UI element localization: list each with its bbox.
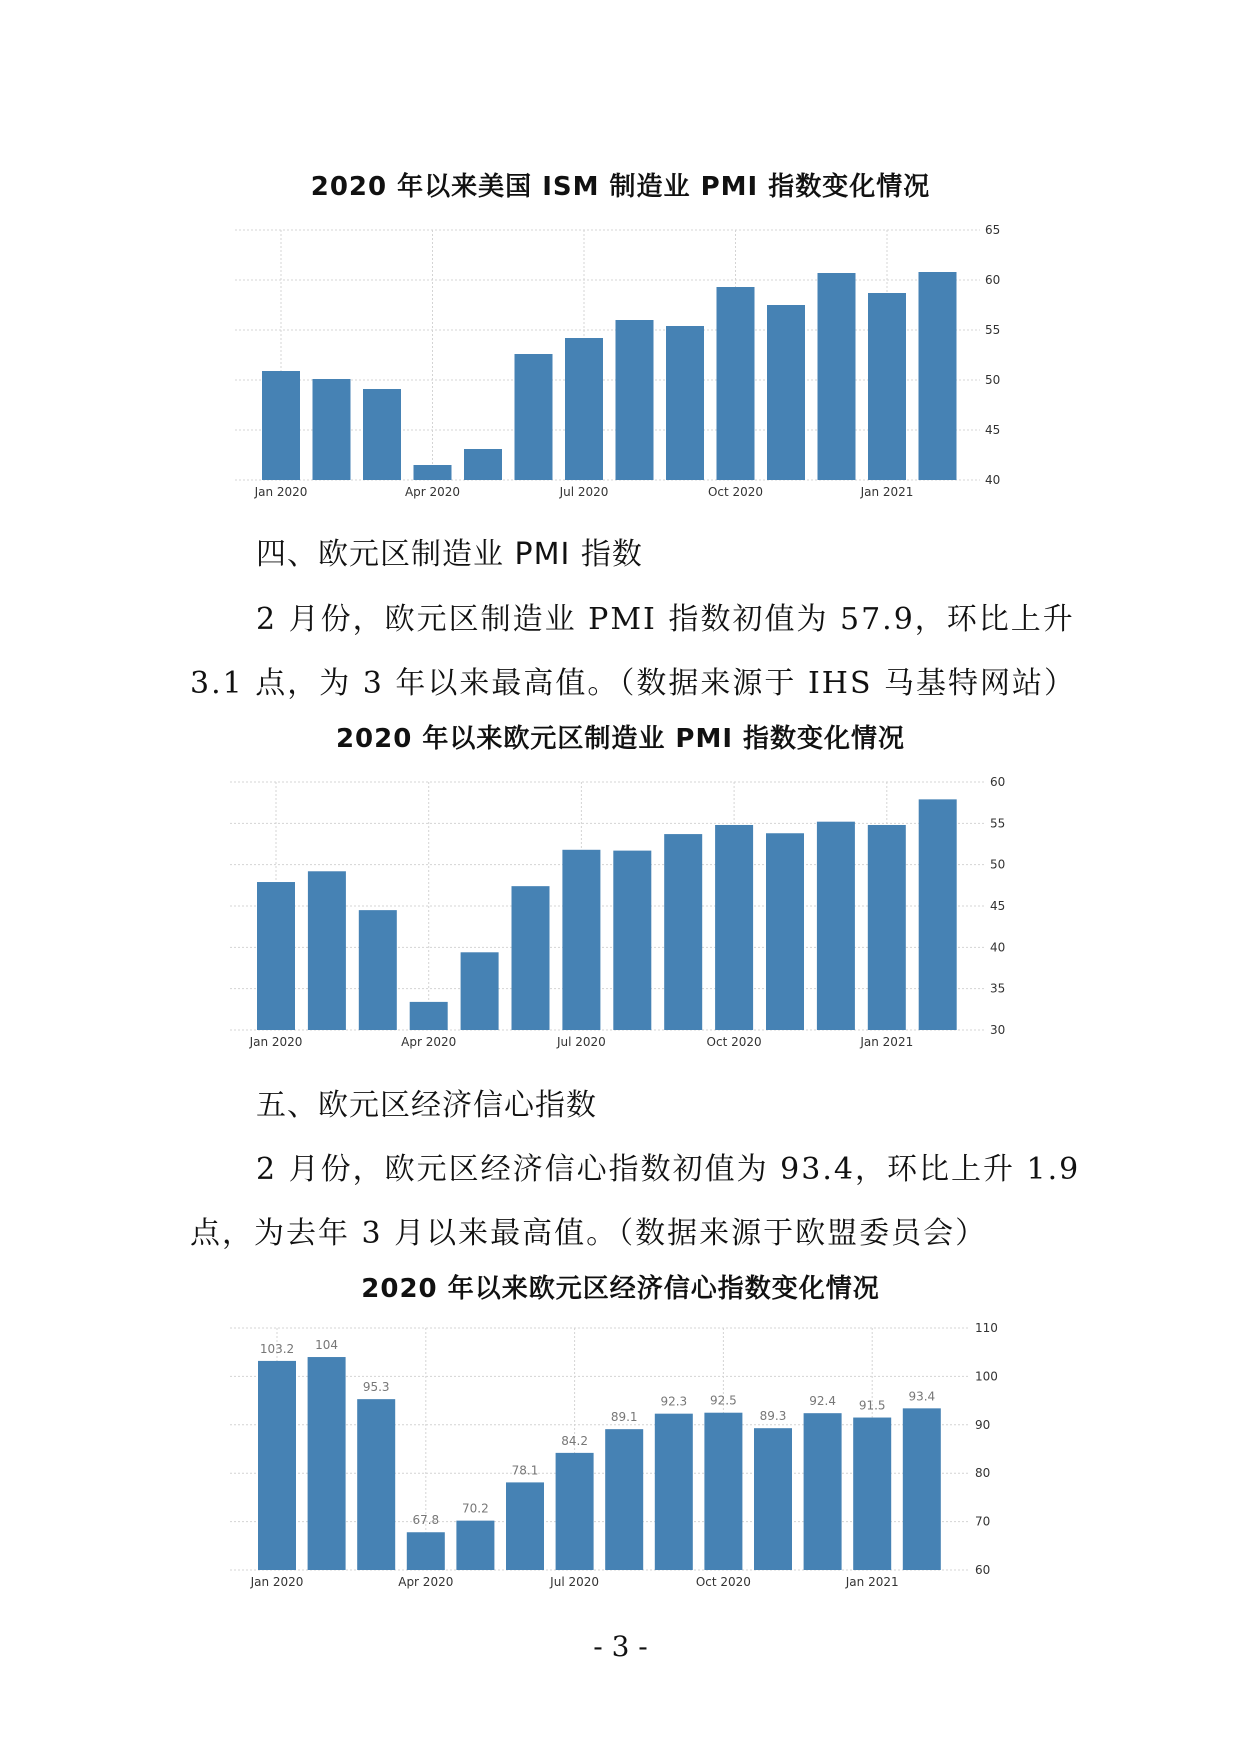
y-tick-label: 100 [975,1369,998,1384]
y-tick-label: 80 [975,1466,991,1481]
bar-feb-2020 [308,871,346,1030]
section-heading-euro-confidence: 五、欧元区经济信心指数 [256,1088,597,1123]
x-tick-label: Jan 2021 [860,1035,914,1049]
data-label: 103.2 [259,1341,295,1356]
bar-jul-2020 [556,1453,594,1570]
bar-jan-2021 [868,293,906,480]
bar-sep-2020 [664,834,702,1030]
bar-nov-2020 [767,305,805,480]
data-label: 89.1 [610,1410,638,1425]
bar-jul-2020 [565,338,603,480]
chart-title-euro-pmi: 2020 年以来欧元区制造业 PMI 指数变化情况 [335,724,906,754]
bar-nov-2020 [766,833,804,1030]
y-tick-label: 45 [985,423,1001,437]
x-tick-label: Jul 2020 [556,1035,606,1049]
x-tick-label: Oct 2020 [706,1035,762,1049]
y-tick-label: 70 [975,1514,991,1529]
bar-may-2020 [456,1521,494,1570]
x-tick-label: Oct 2020 [695,1575,751,1589]
y-tick-label: 30 [990,1023,1006,1037]
x-tick-label: Jul 2020 [550,1575,600,1589]
bar-jan-2021 [868,825,906,1030]
bar-jan-2021 [853,1418,891,1570]
y-tick-label: 50 [990,857,1006,872]
y-tick-label: 35 [990,981,1006,996]
bar-may-2020 [461,952,499,1030]
chart-euro-confidence [0,1318,1241,1608]
bar-sep-2020 [666,326,704,480]
bar-mar-2020 [363,389,401,480]
bar-mar-2020 [359,910,397,1030]
bar-oct-2020 [715,825,753,1030]
data-label: 84.2 [561,1433,588,1448]
x-tick-label: Apr 2020 [398,1575,454,1589]
y-tick-label: 60 [985,273,1001,287]
bar-sep-2020 [655,1414,693,1570]
bar-apr-2020 [410,1002,448,1030]
bar-dec-2020 [818,273,856,480]
data-label: 92.3 [660,1394,688,1409]
paragraph-euro-confidence-line2: 点，为去年 3 月以来最高值。（数据来源于欧盟委员会） [190,1216,988,1251]
x-tick-label: Jan 2020 [254,485,308,499]
data-label: 93.4 [908,1389,936,1404]
bar-aug-2020 [616,320,654,480]
y-tick-label: 60 [990,775,1006,789]
bar-mar-2020 [357,1399,395,1570]
x-tick-label: Jan 2020 [249,1035,303,1049]
bar-oct-2020 [704,1413,742,1570]
y-tick-label: 65 [985,223,1001,237]
y-tick-label: 60 [975,1563,991,1577]
data-label: 78.1 [511,1463,539,1478]
bar-feb-2020 [308,1357,346,1570]
chart-us-ism-pmi [0,218,1241,508]
y-tick-label: 90 [975,1417,991,1432]
x-tick-label: Jan 2021 [845,1575,899,1589]
chart-euro-pmi [0,772,1241,1060]
y-tick-label: 50 [985,373,1001,387]
data-label: 92.5 [710,1393,737,1408]
bar-jun-2020 [506,1482,544,1570]
y-tick-label: 55 [985,323,1001,337]
paragraph-euro-pmi-line2: 3.1 点，为 3 年以来最高值。（数据来源于 IHS 马基特网站） [190,666,1077,701]
page-number: - 3 - [593,1630,648,1663]
bar-apr-2020 [414,465,452,480]
chart-title-euro-confidence: 2020 年以来欧元区经济信心指数变化情况 [361,1274,880,1304]
bar-jan-2020 [262,371,300,480]
bar-jun-2020 [515,354,553,480]
y-tick-label: 55 [990,816,1006,831]
chart-title-us-ism-pmi: 2020 年以来美国 ISM 制造业 PMI 指数变化情况 [310,172,931,202]
x-tick-label: Jan 2021 [860,485,914,499]
bar-nov-2020 [754,1428,792,1570]
y-tick-label: 40 [990,940,1006,955]
bar-apr-2020 [407,1532,445,1570]
data-label: 67.8 [412,1513,440,1528]
data-label: 92.4 [809,1394,836,1409]
x-tick-label: Oct 2020 [707,485,764,499]
y-tick-label: 45 [990,899,1006,913]
section-heading-euro-pmi: 四、欧元区制造业 PMI 指数 [256,537,643,572]
data-label: 91.5 [858,1398,886,1413]
bar-dec-2020 [804,1413,842,1570]
data-label: 89.3 [759,1409,787,1424]
y-tick-label: 110 [975,1321,998,1335]
bar-jun-2020 [512,886,550,1030]
x-tick-label: Jul 2020 [559,485,609,499]
x-tick-label: Jan 2020 [250,1575,304,1589]
paragraph-euro-pmi-line1: 2 月份，欧元区制造业 PMI 指数初值为 57.9，环比上升 [256,602,1075,637]
bar-feb-2021 [919,799,957,1030]
y-tick-label: 40 [985,473,1001,487]
data-label: 104 [315,1338,339,1353]
bar-aug-2020 [613,851,651,1030]
x-tick-label: Apr 2020 [401,1035,457,1049]
bar-jul-2020 [562,850,600,1030]
bar-dec-2020 [817,822,855,1030]
bar-aug-2020 [605,1429,643,1570]
x-tick-label: Apr 2020 [404,485,461,499]
bar-feb-2021 [919,272,957,480]
data-label: 95.3 [362,1380,390,1395]
bar-may-2020 [464,449,502,480]
data-label: 70.2 [462,1501,489,1516]
bar-feb-2021 [903,1408,941,1570]
bar-feb-2020 [313,379,351,480]
bar-jan-2020 [258,1361,296,1570]
bar-jan-2020 [257,882,295,1030]
bar-oct-2020 [717,287,755,480]
paragraph-euro-confidence-line1: 2 月份，欧元区经济信心指数初值为 93.4，环比上升 1.9 [256,1152,1081,1187]
